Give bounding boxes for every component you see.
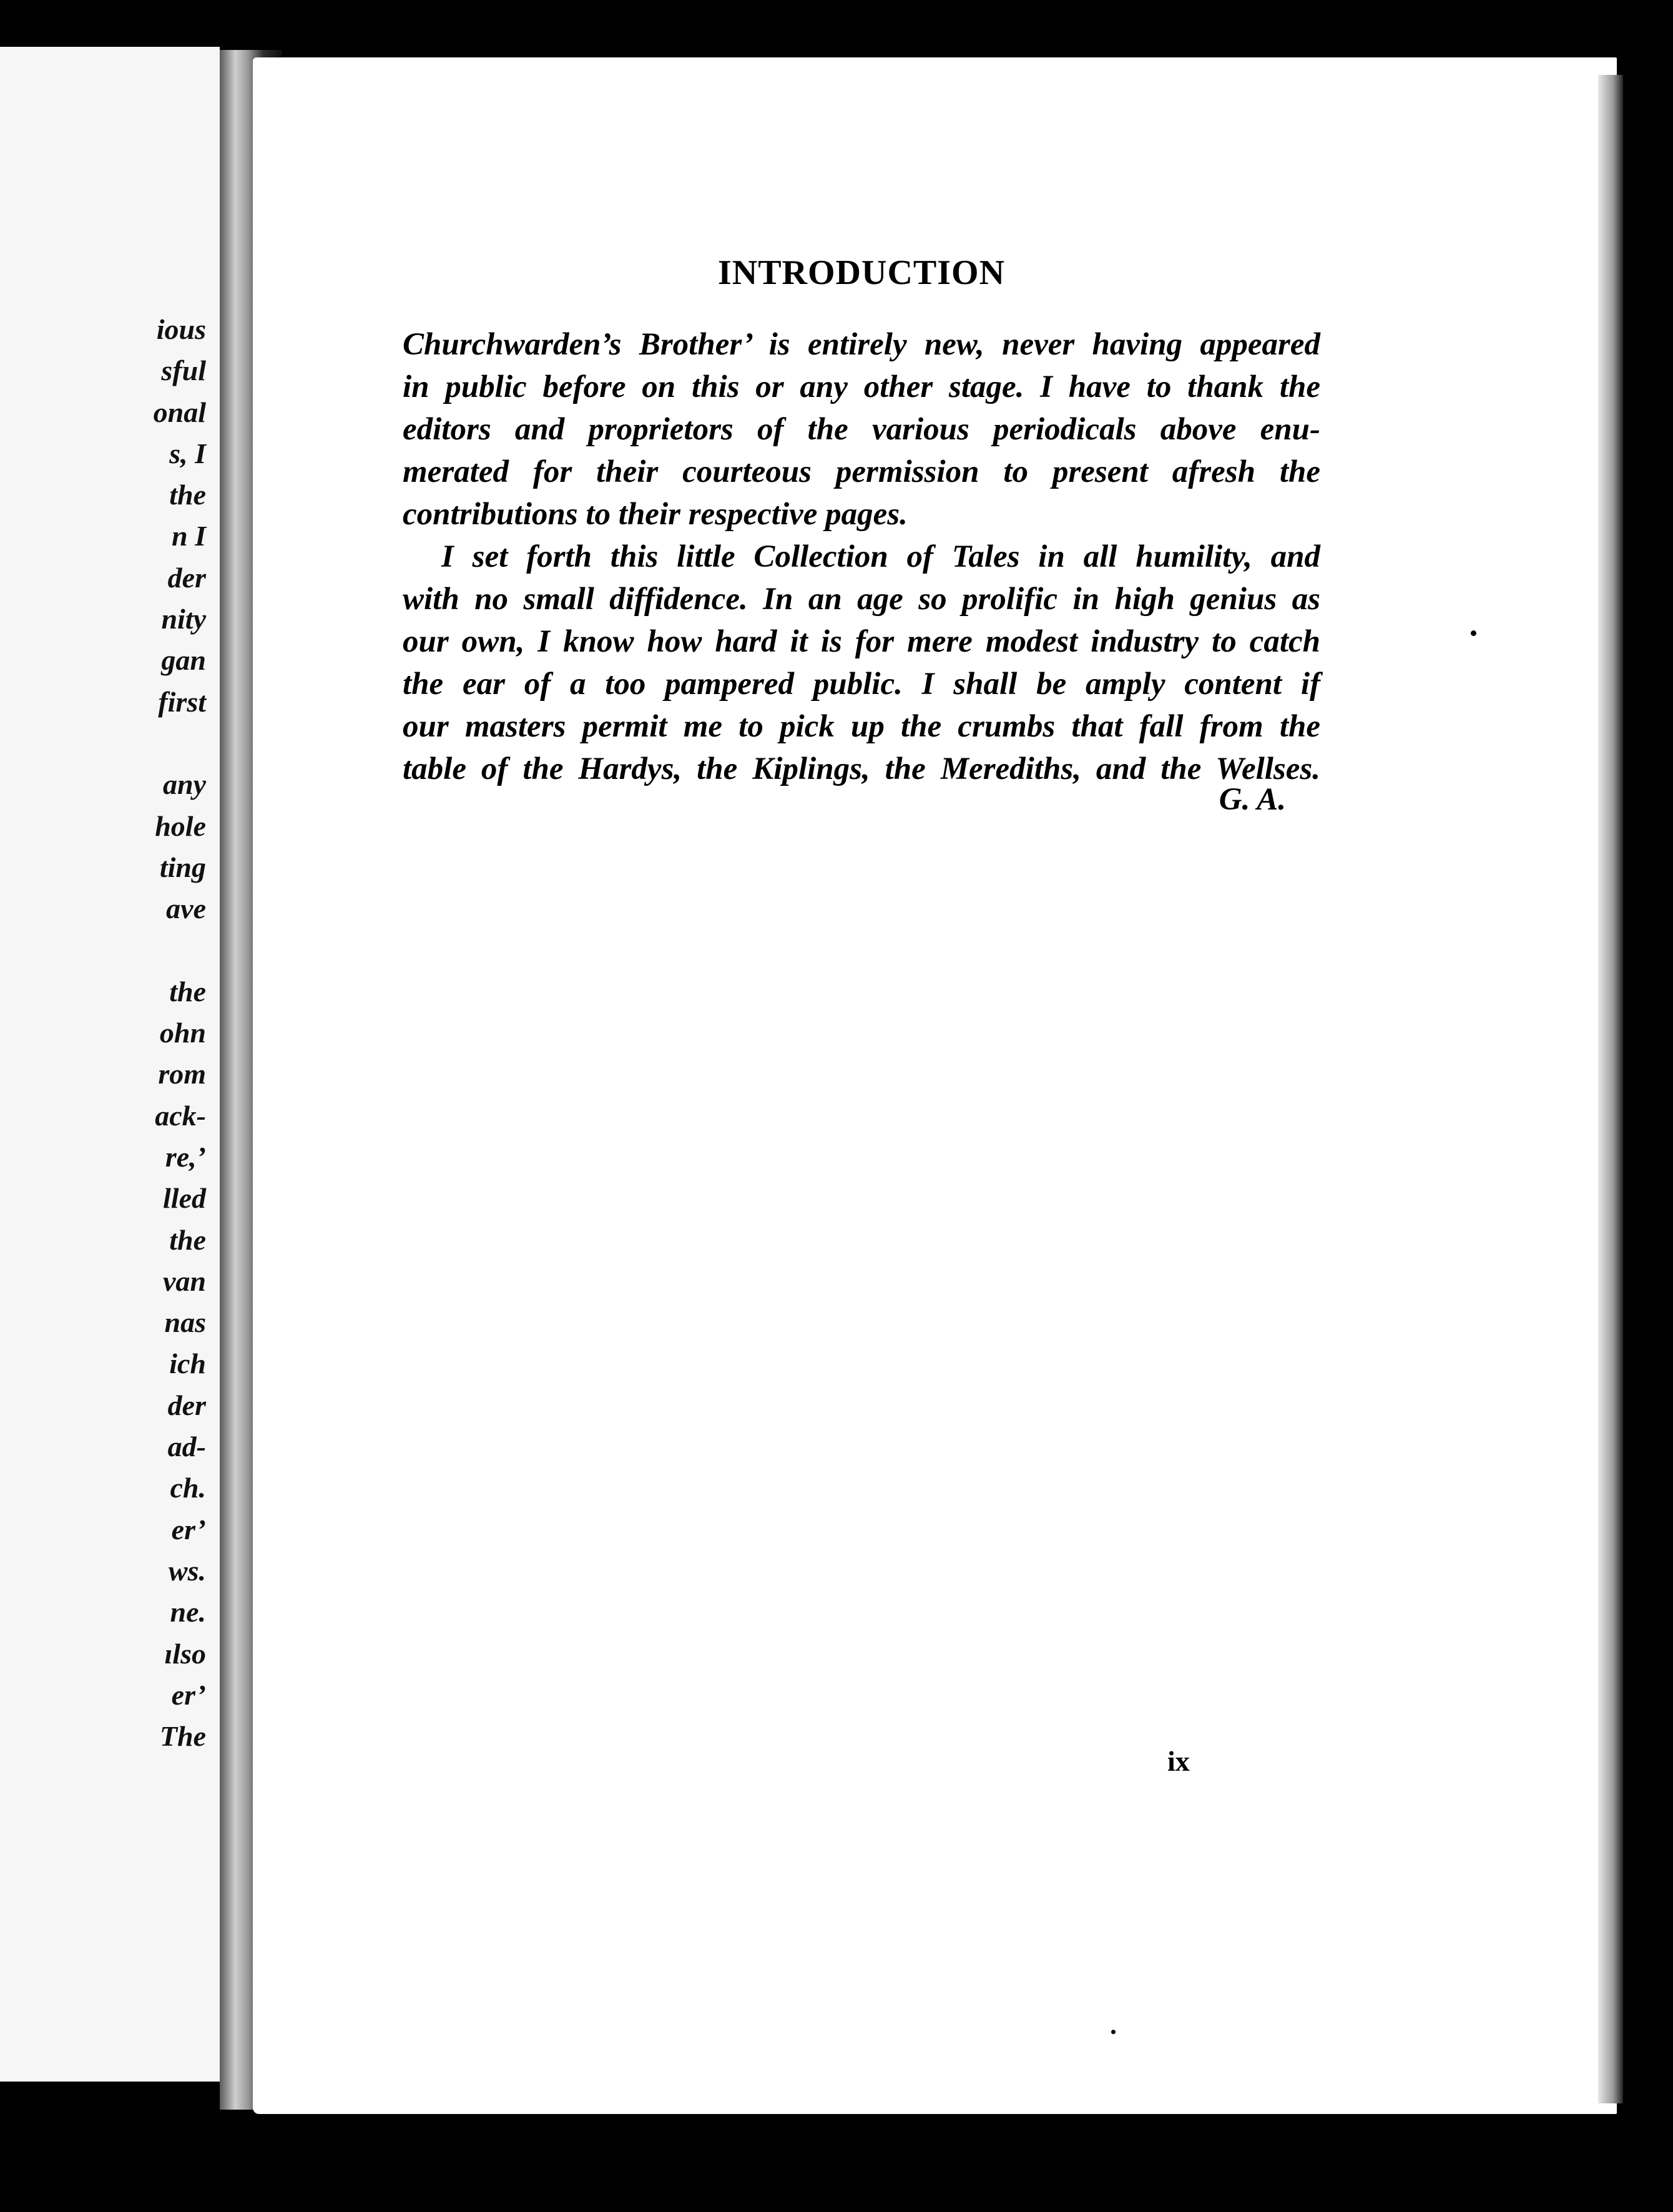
text-line: contributions to their respective pages.: [403, 497, 908, 532]
ink-speck: [1471, 630, 1476, 636]
fragment-line: ave: [166, 893, 206, 925]
fragment-line: The: [159, 1720, 206, 1753]
fragment-line: first: [158, 685, 206, 718]
fragment-line: ılso: [164, 1637, 206, 1670]
paragraph: [403, 536, 1320, 790]
fragment-line: s, I: [169, 437, 206, 469]
fragment-line: ad-: [167, 1431, 206, 1463]
fragment-line: ious: [156, 313, 206, 345]
fragment-line: [154, 929, 206, 971]
fragment-line: er’: [171, 1513, 206, 1545]
text-line: editors and proprietors of the various periodicals above enu-: [403, 412, 1320, 447]
left-page-text-fragments: [154, 309, 206, 1757]
left-page-fragment: [0, 47, 220, 2082]
page-number: ix: [1167, 1745, 1190, 1777]
fragment-line: onal: [153, 396, 206, 428]
text-line: with no small diffidence. In an age so prolific in high genius as: [403, 582, 1320, 617]
paragraph: [403, 323, 1320, 536]
fragment-line: the: [169, 1223, 206, 1256]
fragment-line: ich: [169, 1348, 206, 1380]
fragment-line: hole: [155, 810, 206, 842]
fragment-line: sful: [161, 355, 206, 387]
text-line: merated for their courteous permission to present afresh the: [403, 454, 1320, 489]
fragment-line: any: [163, 768, 206, 801]
page-title: INTRODUCTION: [717, 253, 1006, 292]
text-line: I set forth this little Collection of Tales in all humility, and: [441, 539, 1320, 574]
fragment-line: the: [169, 975, 206, 1007]
text-line: our masters permit me to pick up the crumbs that fall from the: [403, 709, 1320, 744]
ink-speck: [1261, 2133, 1275, 2143]
fragment-line: ws.: [168, 1554, 206, 1587]
ink-speck: [1111, 2030, 1116, 2034]
fragment-line: ohn: [159, 1017, 206, 1049]
fragment-line: er’: [171, 1678, 206, 1711]
fragment-line: ack-: [155, 1099, 206, 1132]
fragment-line: lled: [163, 1182, 206, 1215]
fragment-line: gan: [161, 644, 206, 677]
author-signature: G. A.: [1219, 782, 1286, 817]
fragment-line: the: [169, 479, 206, 511]
fragment-line: nity: [161, 603, 206, 635]
introduction-body: [403, 323, 1320, 790]
fragment-line: re,’: [165, 1140, 206, 1173]
fragment-line: ting: [159, 851, 206, 883]
fragment-line: ne.: [170, 1596, 206, 1628]
fragment-line: n I: [172, 520, 206, 552]
text-line: the ear of a too pampered public. I shall be amply content if: [403, 667, 1320, 702]
fragment-line: rom: [158, 1058, 206, 1090]
text-line: in public before on this or any other stage. I have to thank the: [403, 369, 1320, 404]
page-edge: [1598, 75, 1623, 2103]
fragment-line: ch.: [170, 1472, 206, 1504]
text-line: our own, I know how hard it is for mere modest industry to catch: [403, 624, 1320, 659]
text-line: Churchwarden’s Brother’ is entirely new, never having appeared: [403, 327, 1320, 362]
fragment-line: van: [163, 1265, 206, 1297]
fragment-line: der: [167, 561, 206, 594]
fragment-line: der: [167, 1389, 206, 1421]
text-line: table of the Hardys, the Kiplings, the Merediths, and the Wellses.: [403, 751, 1320, 786]
fragment-line: [154, 723, 206, 764]
fragment-line: nas: [164, 1306, 206, 1339]
